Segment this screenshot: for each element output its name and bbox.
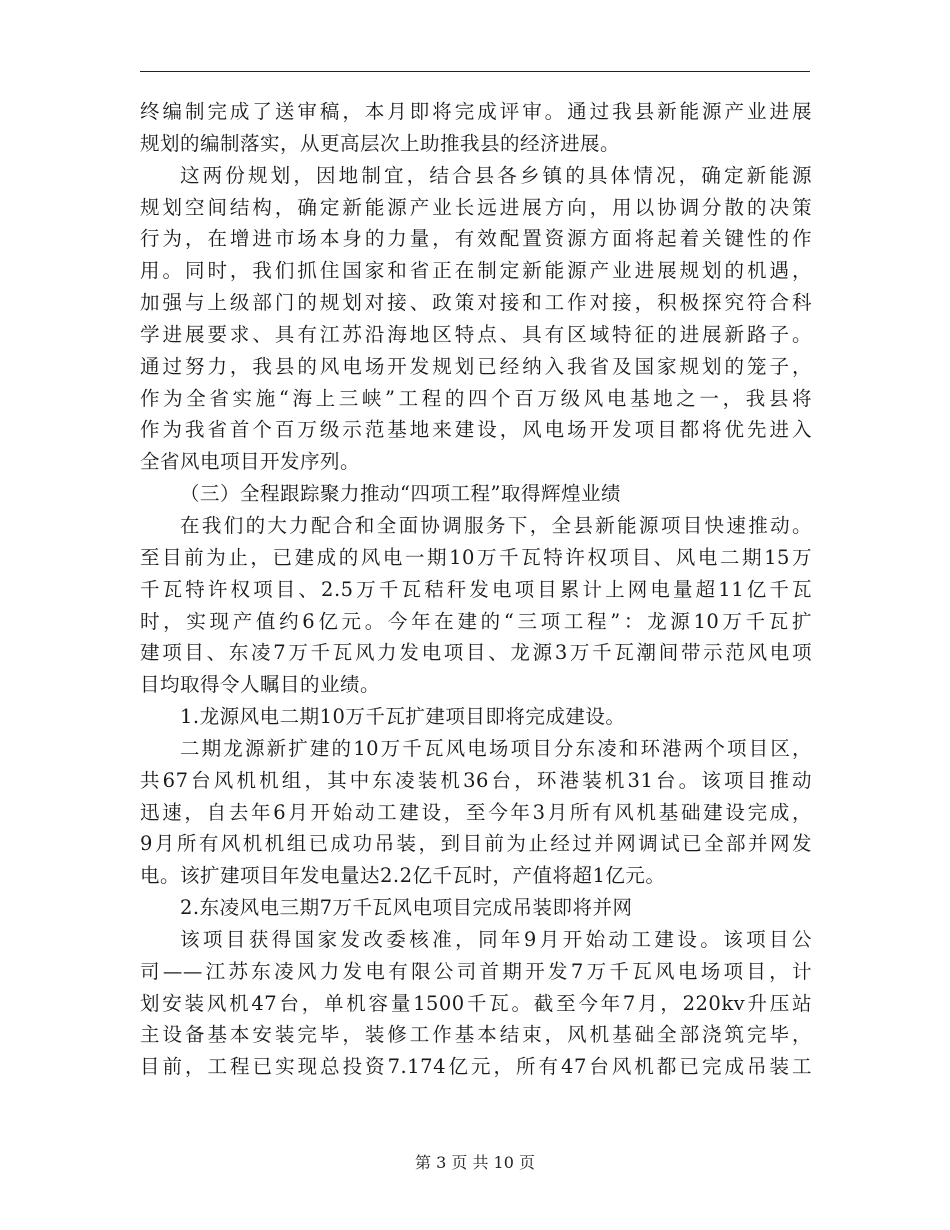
text-line: 用。同时，我们抓住国家和省正在制定新能源产业进展规划的机遇，: [140, 259, 812, 283]
text-line: 划安装风机47台，单机容量1500千瓦。截至今年7月，220kv升压站: [140, 991, 812, 1015]
text-line: 至目前为止，已建成的风电一期10万千瓦特许权项目、风电二期15万: [140, 545, 812, 569]
subsection-heading: 1.龙源风电二期10万千瓦扩建项目即将完成建设。: [180, 705, 626, 729]
text-line: 电。该扩建项目年发电量达2.2亿千瓦时，产值将超1亿元。: [140, 864, 666, 888]
text-line: 9月所有风机机组已成功吊装，到目前为止经过并网调试已全部并网发: [140, 832, 812, 856]
text-line: 共67台风机机组，其中东凌装机36台，环港装机31台。该项目推动: [140, 768, 812, 792]
text-line: 该项目获得国家发改委核准，同年9月开始动工建设。该项目公: [180, 927, 812, 951]
document-body: [140, 96, 812, 1083]
text-line: 这两份规划，因地制宜，结合县各乡镇的具体情况，确定新能源: [180, 163, 812, 187]
page-number-footer: 第 3 页 共 10 页: [415, 1153, 535, 1172]
text-line: 在我们的大力配合和全面协调服务下，全县新能源项目快速推动。: [180, 513, 812, 537]
text-line: 学进展要求、具有江苏沿海地区特点、具有区域特征的进展新路子。: [140, 322, 812, 346]
text-line: 主设备基本安装完毕，装修工作基本结束，风机基础全部浇筑完毕，: [140, 1023, 812, 1047]
text-line: 作为全省实施“海上三峡”工程的四个百万级风电基地之一，我县将: [140, 386, 812, 410]
text-line: 时，实现产值约6亿元。今年在建的“三项工程”：龙源10万千瓦扩: [140, 609, 812, 633]
text-line: 通过努力，我县的风电场开发规划已经纳入我省及国家规划的笼子，: [140, 354, 812, 378]
text-line: 作为我省首个百万级示范基地来建设，风电场开发项目都将优先进入: [140, 418, 812, 442]
text-line: 二期龙源新扩建的10万千瓦风电场项目分东凌和环港两个项目区，: [180, 736, 812, 760]
text-line: 千瓦特许权项目、2.5万千瓦秸秆发电项目累计上网电量超11亿千瓦: [140, 577, 812, 601]
text-line: 规划空间结构，确定新能源产业长远进展方向，用以协调分散的决策: [140, 195, 812, 219]
subsection-heading: 2.东凌风电三期7万千瓦风电项目完成吊装即将并网: [180, 896, 633, 920]
text-line: 规划的编制落实，从更高层次上助推我县的经济进展。: [140, 131, 621, 155]
section-heading: （三）全程跟踪聚力推动“四项工程”取得辉煌业绩: [180, 482, 621, 506]
text-line: 目前，工程已实现总投资7.174亿元，所有47台风机都已完成吊装工: [140, 1055, 812, 1079]
text-line: 加强与上级部门的规划对接、政策对接和工作对接，积极探究符合科: [140, 291, 812, 315]
text-line: 终编制完成了送审稿，本月即将完成评审。通过我县新能源产业进展: [140, 100, 812, 123]
text-line: 行为，在增进市场本身的力量，有效配置资源方面将起着关键性的作: [140, 227, 812, 251]
header-rule: [140, 71, 810, 72]
text-line: 目均取得令人瞩目的业绩。: [140, 673, 381, 697]
text-line: 迅速，自去年6月开始动工建设，至今年3月所有风机基础建设完成，: [140, 800, 812, 824]
text-line: 建项目、东凌7万千瓦风力发电项目、龙源3万千瓦潮间带示范风电项: [140, 641, 812, 665]
text-line: 司——江苏东凌风力发电有限公司首期开发7万千瓦风电场项目，计: [140, 959, 812, 983]
text-line: 全省风电项目开发序列。: [140, 450, 361, 474]
